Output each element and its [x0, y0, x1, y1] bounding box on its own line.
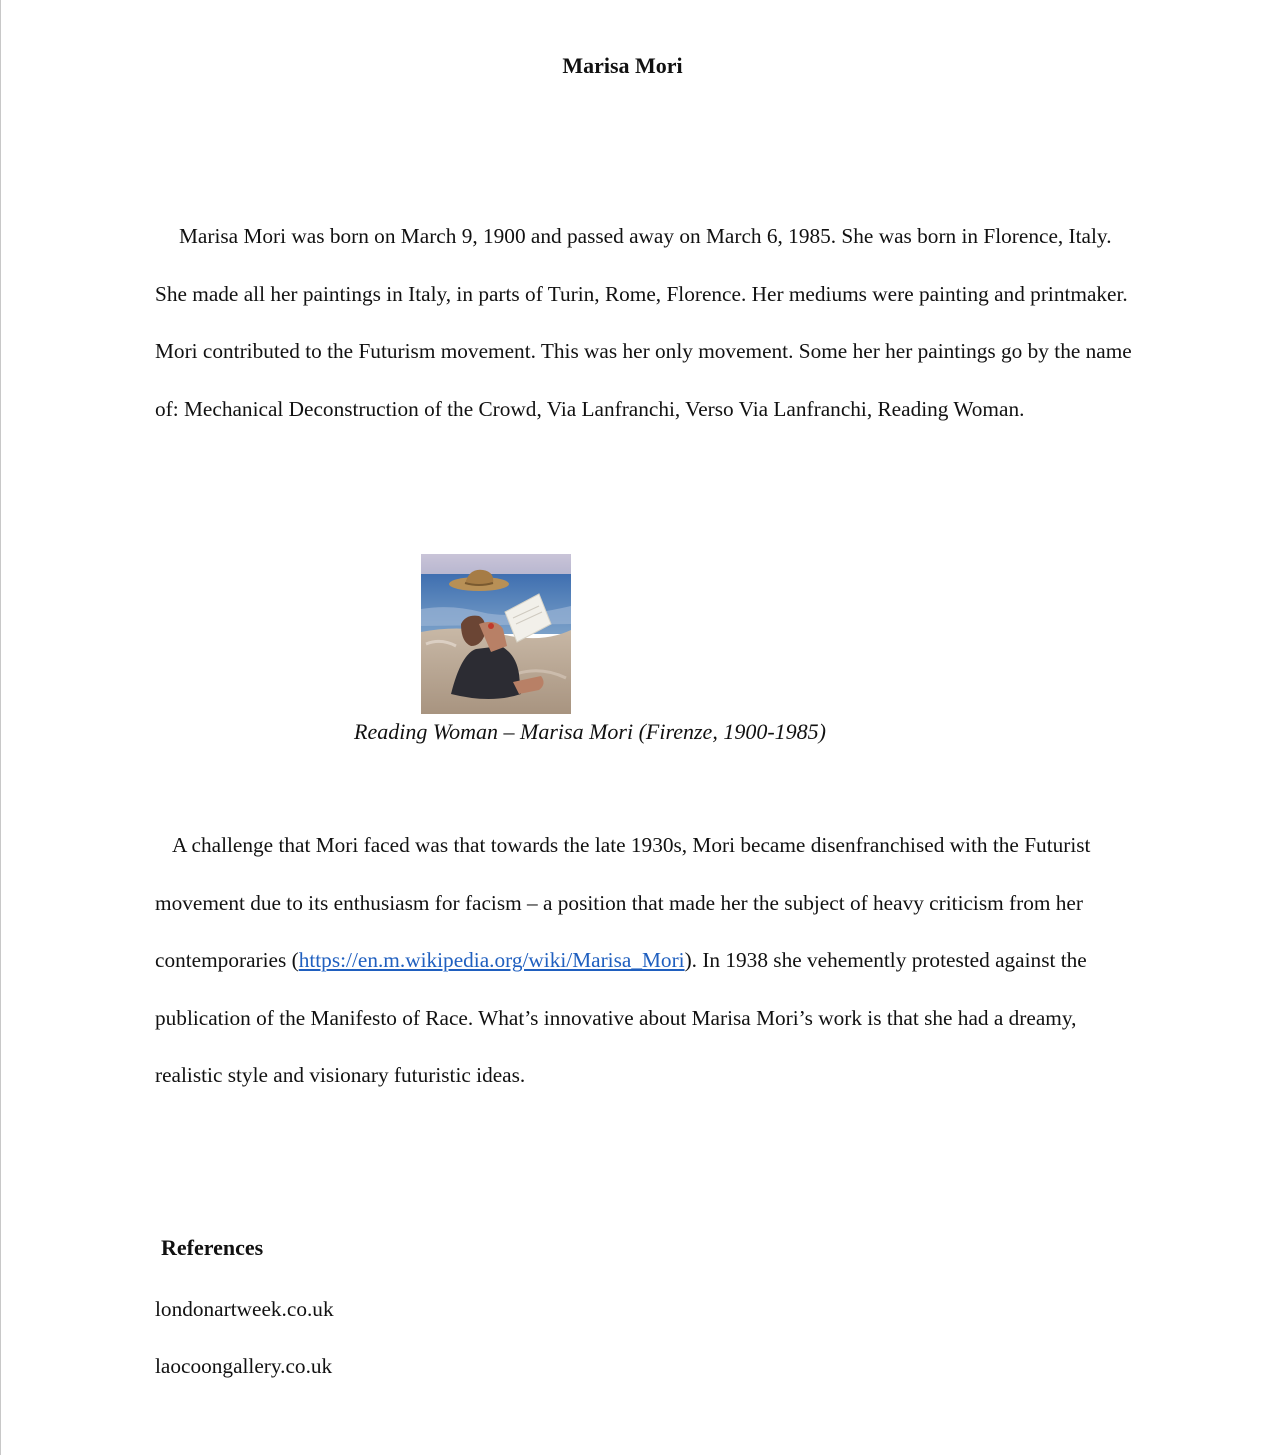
paragraph-biography: Marisa Mori was born on March 9, 1900 and passed away on March 6, 1985. She was born in Florence, Italy. She made all her paintings in Italy, in parts of Turin, Rome, Florence. Her mediums were painting and printmaker. Mori contributed to the Futurism movement. This was her only movement. Some her her paintings go by the name of: Mechanical Deconstruction of the Crowd, Via Lanfranchi, Verso Via Lanfranchi, Reading Woman. [155, 224, 1132, 421]
reading-woman-painting [421, 554, 571, 714]
paragraph-text-after-link: ). In 1938 she vehemently protested against the publication of the Manifesto of Race. What’s innovative about Marisa Mori’s work is that she had a dreamy, realistic style and visionary futuristic ideas. [155, 948, 1087, 1087]
figure-caption: Reading Woman – Marisa Mori (Firenze, 1900-1985) [354, 719, 826, 744]
document-title: Marisa Mori [562, 53, 683, 78]
wikipedia-link[interactable]: https://en.m.wikipedia.org/wiki/Marisa_Mori [298, 948, 685, 972]
page-left-edge [0, 0, 1, 1455]
paragraph-text-before-link: A challenge that Mori faced was that towards the late 1930s, Mori became disenfranchised with the Futurist movement due to its enthusiasm for facism – a position that made her the subject of heavy criticism from her contemporaries ( [155, 833, 1091, 972]
reference-item: londonartweek.co.uk [155, 1297, 334, 1321]
references-heading: References [161, 1235, 264, 1260]
reference-item: laocoongallery.co.uk [155, 1354, 333, 1378]
paragraph-challenges [155, 817, 1135, 1105]
